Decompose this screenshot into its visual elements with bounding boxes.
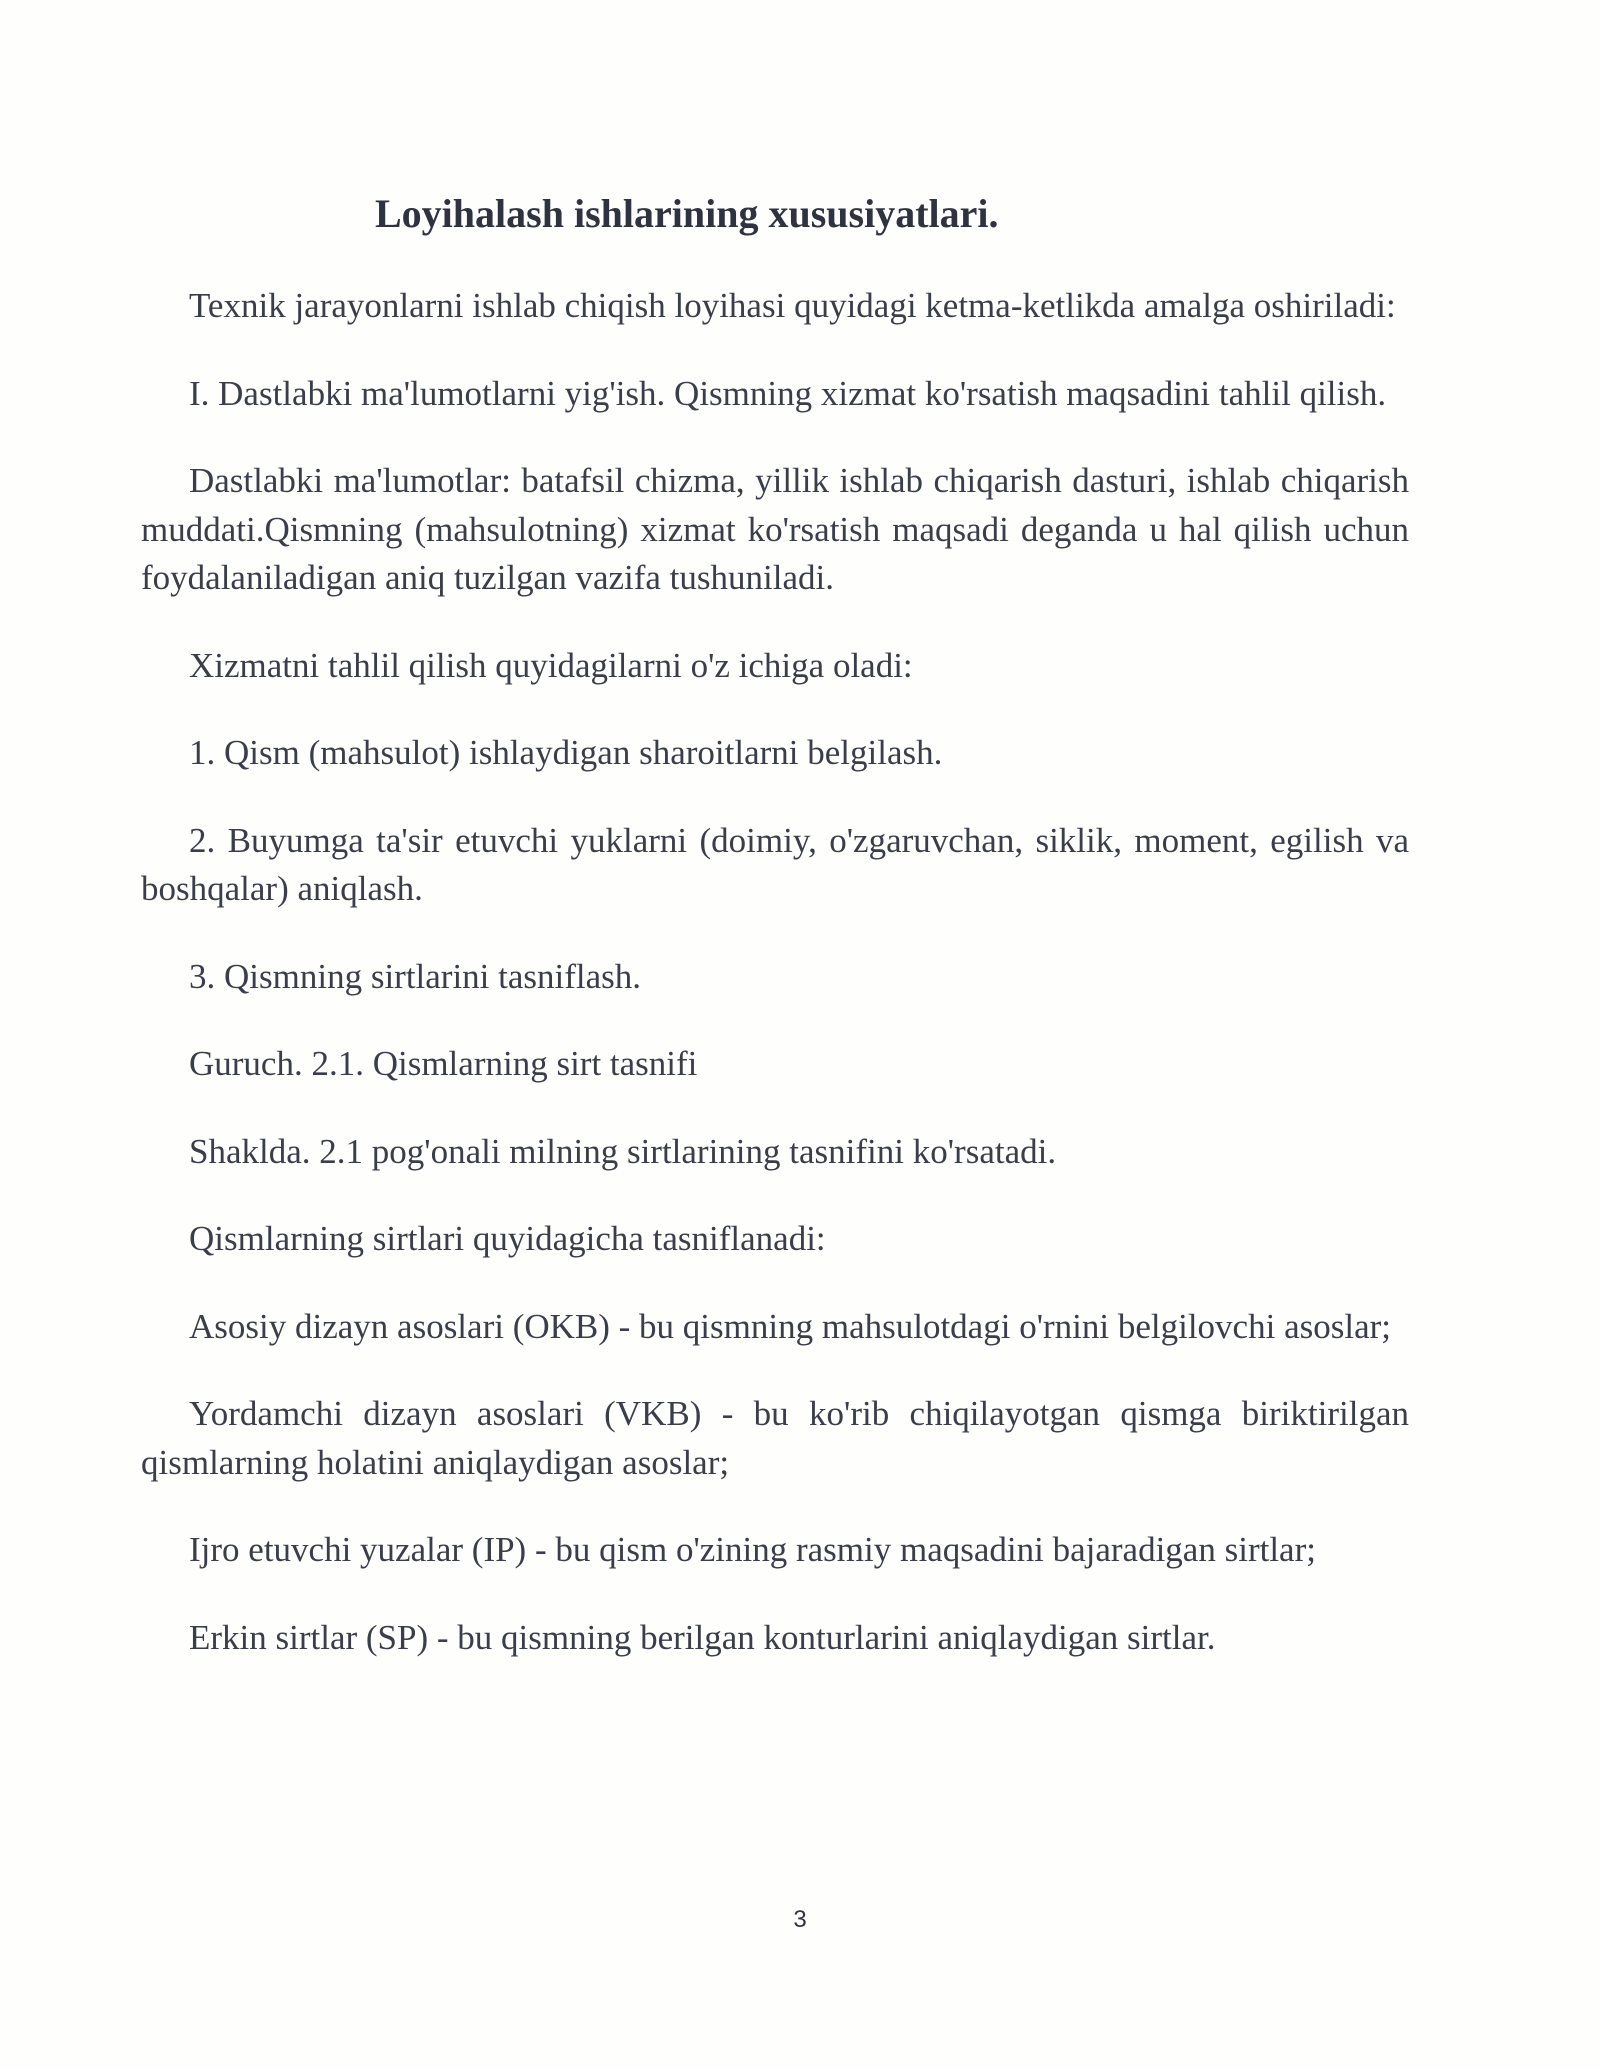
paragraph-step-one: I. Dastlabki ma'lumotlarni yig'ish. Qismning xizmat ko'rsatish maqsadini tahlil qilish. [189,373,1387,413]
definition-okb: Asosiy dizayn asoslari (OKB) - bu qismning mahsulotdagi o'rnini belgilovchi asoslar; [189,1306,1391,1346]
figure-caption: Guruch. 2.1. Qismlarning sirt tasnifi [189,1044,698,1083]
paragraph-classification-intro: Qismlarning sirtlari quyidagicha tasniflanadi: [189,1219,826,1258]
document-body [141,282,1409,1701]
paragraph-initial-data: Dastlabki ma'lumotlar: batafsil chizma, yillik ishlab chiqarish dasturi, ishlab chiqarish muddati.Qismning (mahsulotning) xizmat ko'rsatish maqsadi deganda u hal qilish uchun foydalaniladigan aniq tuzilgan vazifa tushuniladi. [141,461,1409,597]
definition-sp: Erkin sirtlar (SP) - bu qismning berilgan konturlarini aniqlaydigan sirtlar. [189,1617,1216,1657]
definition-vkb: Yordamchi dizayn asoslari (VKB) - bu ko'rib chiqilayotgan qismga biriktirilgan qismlarning holatini aniqlaydigan asoslar; [141,1394,1409,1482]
list-item-1: 1. Qism (mahsulot) ishlaydigan sharoitlarni belgilash. [189,733,943,772]
definition-ip: Ijro etuvchi yuzalar (IP) - bu qism o'zining rasmiy maqsadini bajaradigan sirtlar; [189,1530,1316,1569]
list-item-3: 3. Qismning sirtlarini tasniflash. [189,956,642,996]
document-title: Loyihalash ishlarining xususiyatlari. [375,191,999,236]
paragraph-service-analysis: Xizmatni tahlil qilish quyidagilarni o'z ichiga oladi: [189,645,913,685]
paragraph-intro: Texnik jarayonlarni ishlab chiqish loyihasi quyidagi ketma-ketlikda amalga oshiriladi: [189,286,1396,325]
paragraph-figure-reference: Shaklda. 2.1 pog'onali milning sirtlarining tasnifini ko'rsatadi. [189,1131,1057,1171]
list-item-2: 2. Buyumga ta'sir etuvchi yuklarni (doimiy, o'zgaruvchan, siklik, moment, egilish va boshqalar) aniqlash. [141,820,1409,908]
page-number: 3 [793,1906,807,1933]
